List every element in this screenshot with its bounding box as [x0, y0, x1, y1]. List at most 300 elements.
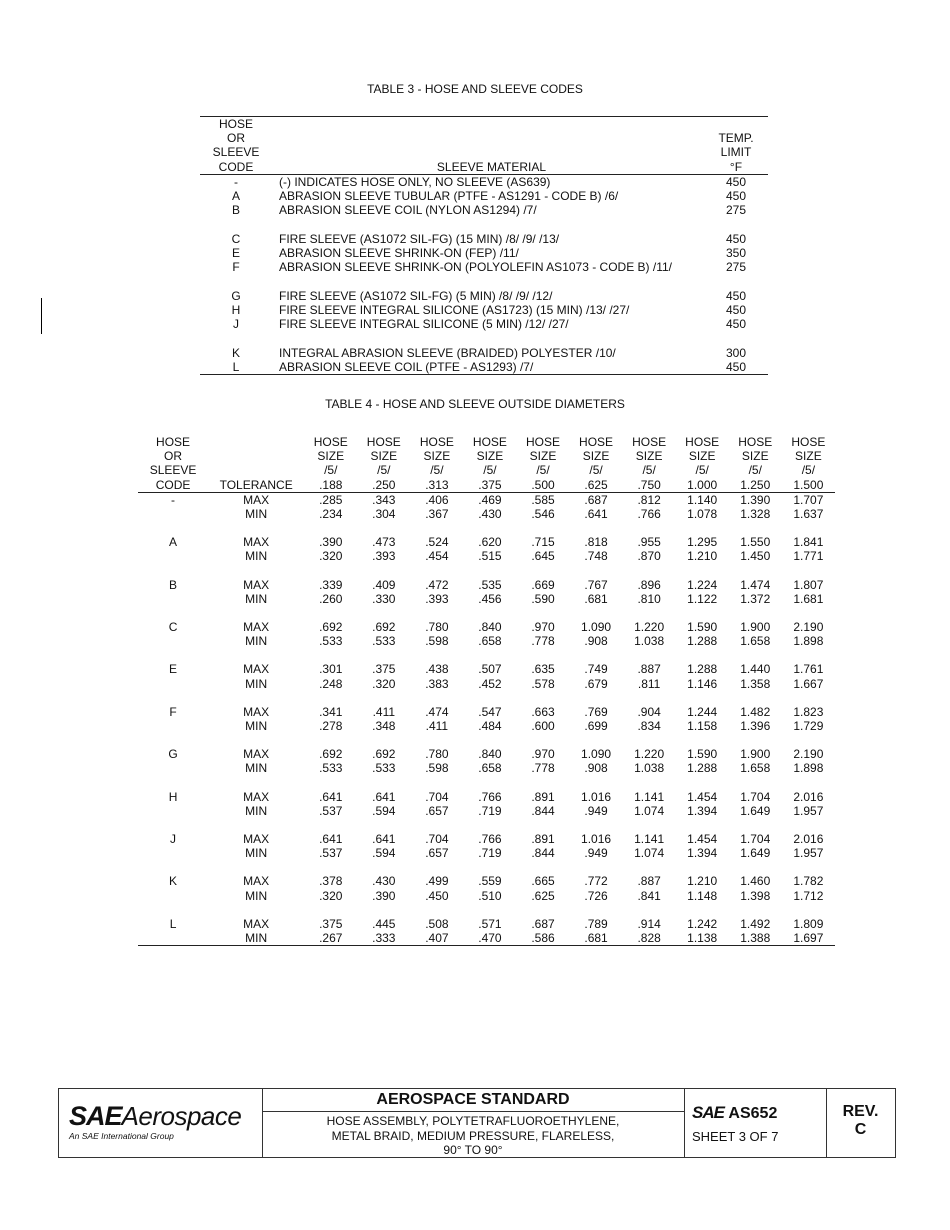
diameter-cell: .657 — [425, 803, 449, 818]
tolerance-cell: MAX — [243, 916, 270, 931]
table-row — [200, 260, 768, 274]
code-cell: - — [171, 492, 176, 507]
table-row — [138, 917, 835, 931]
table-row — [138, 804, 835, 818]
table4-tolerance-header: TOLERANCE — [219, 477, 293, 492]
table-row — [138, 634, 835, 648]
diameter-cell: 1.590 — [687, 620, 718, 635]
diameter-cell: .641 — [319, 789, 343, 804]
diameter-cell: .812 — [637, 492, 661, 507]
table-row — [200, 303, 768, 317]
temp-cell: 450 — [725, 231, 747, 246]
diameter-cell: .390 — [319, 535, 343, 550]
table-row — [200, 189, 768, 203]
diameter-cell: .450 — [425, 888, 449, 903]
tolerance-cell: MAX — [243, 874, 270, 889]
table-spacer — [200, 331, 768, 345]
code-cell — [138, 804, 208, 818]
table-spacer — [138, 776, 835, 790]
diameter-cell: .594 — [372, 803, 396, 818]
size-header: HOSE SIZE /5/ 1.000 — [685, 435, 720, 492]
temp-cell: 450 — [725, 302, 747, 317]
material-cell: ABRASION SLEEVE TUBULAR (PTFE - AS1291 - CODE B) /6/ — [279, 189, 619, 204]
table3-title: TABLE 3 - HOSE AND SLEEVE CODES — [367, 82, 583, 96]
diameter-cell: 1.295 — [687, 535, 718, 550]
table4-title: TABLE 4 - HOSE AND SLEEVE OUTSIDE DIAMETERS — [325, 397, 625, 411]
material-cell: ABRASION SLEEVE COIL (PTFE - AS1293) /7/ — [279, 359, 534, 374]
diameter-cell: .508 — [425, 916, 449, 931]
standard-description: HOSE ASSEMBLY, POLYTETRAFLUOROETHYLENE, METAL BRAID, MEDIUM PRESSURE, FLARELESS, 90° TO 90° — [326, 1114, 620, 1157]
diameter-cell: .748 — [584, 549, 608, 564]
diameter-cell: 1.398 — [740, 888, 771, 903]
material-cell: FIRE SLEEVE INTEGRAL SILICONE (5 MIN) /12/ /27/ — [279, 317, 569, 332]
diameter-cell: .524 — [425, 535, 449, 550]
diameter-cell: .692 — [319, 747, 343, 762]
table-row — [138, 535, 835, 549]
table-row — [138, 931, 835, 946]
diameter-cell: .333 — [372, 931, 396, 946]
sae-aerospace-logo: SAEAerospace — [69, 1101, 242, 1131]
table-spacer — [138, 691, 835, 705]
tolerance-cell: MAX — [243, 704, 270, 719]
code-cell: A — [231, 189, 240, 204]
diameter-cell: .343 — [372, 492, 396, 507]
table-row — [138, 592, 835, 606]
diameter-cell: 1.729 — [793, 719, 824, 734]
tolerance-cell: MIN — [245, 676, 268, 691]
diameter-cell: .955 — [637, 535, 661, 550]
tolerance-cell: MIN — [245, 507, 268, 522]
diameter-cell: .780 — [425, 747, 449, 762]
tolerance-cell: MIN — [245, 888, 268, 903]
diameter-cell: .571 — [478, 916, 502, 931]
diameter-cell: .393 — [372, 549, 396, 564]
diameter-cell: .681 — [584, 591, 608, 606]
logo-cell — [59, 1089, 263, 1157]
diameter-cell: .537 — [319, 846, 343, 861]
diameter-cell: 1.141 — [634, 832, 665, 847]
table3-body — [200, 174, 768, 374]
hose-sleeve-codes-table — [200, 116, 768, 375]
diameter-cell: 1.649 — [740, 803, 771, 818]
table-row — [200, 232, 768, 246]
diameter-cell: .267 — [319, 931, 343, 946]
tolerance-cell: MAX — [243, 535, 270, 550]
table3-temp-header: TEMP. LIMIT °F — [718, 131, 754, 174]
diameter-cell: .393 — [425, 591, 449, 606]
diameter-cell: .234 — [319, 507, 343, 522]
diameter-cell: .692 — [372, 620, 396, 635]
diameter-cell: .635 — [531, 662, 555, 677]
diameter-cell: 1.704 — [740, 832, 771, 847]
temp-cell: 350 — [725, 245, 747, 260]
table-row — [200, 317, 768, 331]
diameter-cell: .840 — [478, 747, 502, 762]
diameter-cell: 1.712 — [793, 888, 824, 903]
diameter-cell: .407 — [425, 931, 449, 946]
temp-cell: 450 — [725, 189, 747, 204]
diameter-cell: .339 — [319, 577, 343, 592]
diameter-cell: .726 — [584, 888, 608, 903]
diameter-cell: 1.038 — [634, 634, 665, 649]
diameter-cell: .704 — [425, 832, 449, 847]
diameter-cell: .749 — [584, 662, 608, 677]
tolerance-cell: MIN — [245, 761, 268, 776]
diameter-cell: 1.898 — [793, 761, 824, 776]
rev-value: C — [854, 1121, 867, 1138]
diameter-cell: .704 — [425, 789, 449, 804]
diameter-cell: 2.016 — [793, 789, 824, 804]
table3-header-row — [200, 117, 768, 175]
diameter-cell: .778 — [531, 761, 555, 776]
diameter-cell: 1.761 — [793, 662, 824, 677]
code-cell: - — [234, 174, 238, 189]
material-cell: ABRASION SLEEVE COIL (NYLON AS1294) /7/ — [279, 203, 537, 218]
code-cell — [138, 634, 208, 648]
table-spacer — [138, 648, 835, 662]
table-row — [138, 747, 835, 761]
table-row — [200, 346, 768, 360]
table-row — [138, 549, 835, 563]
code-cell: G — [168, 747, 178, 762]
diameter-cell: .473 — [372, 535, 396, 550]
table4-body — [138, 492, 835, 945]
code-cell: A — [169, 535, 178, 550]
tolerance-cell: MIN — [245, 634, 268, 649]
diameter-cell: 1.090 — [581, 747, 612, 762]
diameter-cell: .533 — [319, 761, 343, 776]
diameter-cell: .687 — [584, 492, 608, 507]
table-spacer — [138, 903, 835, 917]
code-cell — [138, 549, 208, 563]
tolerance-cell: MAX — [243, 662, 270, 677]
diameter-cell: .456 — [478, 591, 502, 606]
code-cell: E — [231, 245, 240, 260]
diameter-cell: .789 — [584, 916, 608, 931]
size-header: HOSE SIZE /5/ .750 — [632, 435, 667, 492]
diameter-cell: .590 — [531, 591, 555, 606]
standard-title: AEROSPACE STANDARD — [262, 1089, 684, 1112]
diameter-cell: .301 — [319, 662, 343, 677]
table4-code-header: HOSE OR SLEEVE CODE — [149, 435, 197, 492]
diameter-cell: 1.809 — [793, 916, 824, 931]
code-cell: J — [233, 317, 239, 332]
code-cell: C — [168, 620, 178, 635]
diameter-cell: 1.390 — [740, 492, 771, 507]
diameter-cell: 1.550 — [740, 535, 771, 550]
material-cell: FIRE SLEEVE (AS1072 SIL-FG) (5 MIN) /8/ /9/ /12/ — [279, 288, 553, 303]
diameter-cell: .811 — [637, 676, 661, 691]
diameter-cell: 1.288 — [687, 634, 718, 649]
diameter-cell: .887 — [637, 874, 661, 889]
diameter-cell: .970 — [531, 620, 555, 635]
code-cell — [138, 592, 208, 606]
diameter-cell: .367 — [425, 507, 449, 522]
diameter-cell: .547 — [478, 704, 502, 719]
temp-cell: 450 — [725, 359, 747, 374]
tolerance-cell: MAX — [243, 747, 270, 762]
tolerance-cell: MIN — [245, 846, 268, 861]
diameter-cell: .598 — [425, 761, 449, 776]
table-row — [138, 874, 835, 888]
table-row — [200, 174, 768, 189]
size-header: HOSE SIZE /5/ .500 — [525, 435, 560, 492]
diameter-cell: 1.492 — [740, 916, 771, 931]
diameter-cell: 1.957 — [793, 846, 824, 861]
diameter-cell: .469 — [478, 492, 502, 507]
diameter-cell: 1.328 — [740, 507, 771, 522]
tolerance-cell: MAX — [243, 832, 270, 847]
diameter-cell: 1.658 — [740, 634, 771, 649]
diameter-cell: 1.140 — [687, 492, 718, 507]
diameter-cell: 1.210 — [687, 874, 718, 889]
diameter-cell: .844 — [531, 803, 555, 818]
table-row — [138, 846, 835, 860]
diameter-cell: 1.242 — [687, 916, 718, 931]
table-row — [138, 492, 835, 507]
tolerance-cell: MIN — [245, 931, 268, 946]
diameter-cell: .715 — [531, 535, 555, 550]
diameter-cell: 1.782 — [793, 874, 824, 889]
table-spacer — [138, 818, 835, 832]
table-row — [138, 620, 835, 634]
diameter-cell: .641 — [372, 789, 396, 804]
diameter-cell: .844 — [531, 846, 555, 861]
code-cell — [138, 719, 208, 733]
diameter-cell: 1.823 — [793, 704, 824, 719]
document-number: SAE AS652 — [692, 1103, 778, 1122]
diameter-cell: .870 — [637, 549, 661, 564]
diameter-cell: .348 — [372, 719, 396, 734]
diameter-cell: .411 — [372, 704, 396, 719]
code-cell: H — [231, 302, 241, 317]
sheet-number: SHEET 3 OF 7 — [692, 1129, 779, 1144]
code-cell — [138, 507, 208, 521]
diameter-cell: .600 — [531, 719, 555, 734]
document-number-cell — [684, 1089, 827, 1157]
diameter-cell: 1.454 — [687, 789, 718, 804]
code-cell — [138, 761, 208, 775]
diameter-cell: 1.658 — [740, 761, 771, 776]
tolerance-cell: MIN — [245, 719, 268, 734]
diameter-cell: 1.704 — [740, 789, 771, 804]
diameter-cell: .914 — [637, 916, 661, 931]
sae-mark-icon: SAE — [692, 1103, 724, 1122]
material-cell: ABRASION SLEEVE SHRINK-ON (FEP) /11/ — [279, 245, 519, 260]
diameter-cell: .641 — [584, 507, 608, 522]
diameter-cell: .692 — [319, 620, 343, 635]
diameter-cell: .320 — [319, 549, 343, 564]
tolerance-cell: MAX — [243, 620, 270, 635]
size-header: HOSE SIZE /5/ .188 — [313, 435, 348, 492]
diameter-cell: .891 — [531, 832, 555, 847]
diameter-cell: .719 — [478, 846, 502, 861]
diameter-cell: .430 — [478, 507, 502, 522]
tolerance-cell: MIN — [245, 803, 268, 818]
diameter-cell: 1.460 — [740, 874, 771, 889]
diameter-cell: 1.388 — [740, 931, 771, 946]
diameter-cell: .285 — [319, 492, 343, 507]
table-row — [138, 662, 835, 676]
diameter-cell: 1.288 — [687, 662, 718, 677]
code-cell: B — [169, 577, 178, 592]
diameter-cell: .409 — [372, 577, 396, 592]
code-cell: F — [232, 260, 240, 275]
diameter-cell: 1.667 — [793, 676, 824, 691]
diameter-cell: 1.807 — [793, 577, 824, 592]
diameter-cell: 1.074 — [634, 846, 665, 861]
diameter-cell: .559 — [478, 874, 502, 889]
diameter-cell: .766 — [478, 832, 502, 847]
diameter-cell: 1.898 — [793, 634, 824, 649]
material-cell: INTEGRAL ABRASION SLEEVE (BRAIDED) POLYESTER /10/ — [279, 345, 616, 360]
diameter-cell: .908 — [584, 761, 608, 776]
diameter-cell: 1.482 — [740, 704, 771, 719]
diameter-cell: .515 — [478, 549, 502, 564]
table-row — [200, 246, 768, 260]
diameter-cell: .585 — [531, 492, 555, 507]
diameter-cell: .904 — [637, 704, 661, 719]
table-row — [138, 677, 835, 691]
code-cell: L — [232, 359, 240, 374]
diameter-cell: .641 — [319, 832, 343, 847]
code-cell: J — [170, 832, 177, 847]
table-spacer — [138, 733, 835, 747]
diameter-cell: 1.122 — [687, 591, 718, 606]
diameter-cell: 1.454 — [687, 832, 718, 847]
size-header: HOSE SIZE /5/ .313 — [419, 435, 454, 492]
diameter-cell: .778 — [531, 634, 555, 649]
diameter-cell: .665 — [531, 874, 555, 889]
table-row — [138, 832, 835, 846]
table-spacer — [138, 564, 835, 578]
diameter-cell: .687 — [531, 916, 555, 931]
hose-sleeve-diameters-table — [138, 435, 835, 946]
diameter-cell: .810 — [637, 591, 661, 606]
diameter-cell: .304 — [372, 507, 396, 522]
code-cell: B — [231, 203, 240, 218]
temp-cell: 450 — [725, 317, 747, 332]
diameter-cell: 1.396 — [740, 719, 771, 734]
diameter-cell: 2.016 — [793, 832, 824, 847]
diameter-cell: .390 — [372, 888, 396, 903]
diameter-cell: .383 — [425, 676, 449, 691]
diameter-cell: 1.016 — [581, 789, 612, 804]
table-row — [138, 719, 835, 733]
diameter-cell: .780 — [425, 620, 449, 635]
diameter-cell: 1.637 — [793, 507, 824, 522]
diameter-cell: .533 — [372, 634, 396, 649]
diameter-cell: 1.440 — [740, 662, 771, 677]
diameter-cell: .767 — [584, 577, 608, 592]
table-spacer — [138, 606, 835, 620]
diameter-cell: .533 — [319, 634, 343, 649]
diameter-cell: .620 — [478, 535, 502, 550]
table3-material-header: SLEEVE MATERIAL — [436, 159, 547, 174]
diameter-cell: 1.220 — [634, 620, 665, 635]
diameter-cell: .657 — [425, 846, 449, 861]
diameter-cell: .484 — [478, 719, 502, 734]
diameter-cell: .510 — [478, 888, 502, 903]
diameter-cell: .772 — [584, 874, 608, 889]
diameter-cell: 1.220 — [634, 747, 665, 762]
diameter-cell: .438 — [425, 662, 449, 677]
code-cell: C — [231, 231, 241, 246]
diameter-cell: .658 — [478, 634, 502, 649]
diameter-cell: 1.394 — [687, 846, 718, 861]
diameter-cell: 1.841 — [793, 535, 824, 550]
table-row — [138, 889, 835, 903]
diameter-cell: 1.450 — [740, 549, 771, 564]
code-cell — [138, 889, 208, 903]
diameter-cell: .970 — [531, 747, 555, 762]
diameter-cell: 1.038 — [634, 761, 665, 776]
code-cell: K — [231, 345, 240, 360]
diameter-cell: 2.190 — [793, 620, 824, 635]
diameter-cell: .320 — [319, 888, 343, 903]
diameter-cell: 1.158 — [687, 719, 718, 734]
diameter-cell: .470 — [478, 931, 502, 946]
size-header: HOSE SIZE /5/ .625 — [579, 435, 614, 492]
diameter-cell: .908 — [584, 634, 608, 649]
logo-tagline: An SAE International Group — [69, 1131, 174, 1141]
revision-cell — [826, 1089, 895, 1157]
code-cell: K — [169, 874, 178, 889]
diameter-cell: .949 — [584, 846, 608, 861]
diameter-cell: 1.074 — [634, 803, 665, 818]
diameter-cell: .278 — [319, 719, 343, 734]
diameter-cell: .641 — [372, 832, 396, 847]
diameter-cell: .891 — [531, 789, 555, 804]
size-header: HOSE SIZE /5/ 1.500 — [791, 435, 826, 492]
tolerance-cell: MAX — [243, 492, 270, 507]
diameter-cell: .681 — [584, 931, 608, 946]
diameter-cell: .375 — [372, 662, 396, 677]
diameter-cell: .896 — [637, 577, 661, 592]
diameter-cell: .818 — [584, 535, 608, 550]
table-row — [138, 507, 835, 521]
code-cell: L — [169, 916, 177, 931]
diameter-cell: .887 — [637, 662, 661, 677]
diameter-cell: .834 — [637, 719, 661, 734]
diameter-cell: .669 — [531, 577, 555, 592]
diameter-cell: 1.649 — [740, 846, 771, 861]
diameter-cell: .260 — [319, 591, 343, 606]
diameter-cell: .535 — [478, 577, 502, 592]
diameter-cell: .330 — [372, 591, 396, 606]
material-cell: FIRE SLEEVE INTEGRAL SILICONE (AS1723) (15 MIN) /13/ /27/ — [279, 302, 630, 317]
tolerance-cell: MIN — [245, 549, 268, 564]
diameter-cell: 1.090 — [581, 620, 612, 635]
diameter-cell: 1.358 — [740, 676, 771, 691]
diameter-cell: .341 — [319, 704, 343, 719]
diameter-cell: 1.078 — [687, 507, 718, 522]
diameter-cell: 1.900 — [740, 747, 771, 762]
diameter-cell: 1.146 — [687, 676, 718, 691]
table-spacer — [200, 274, 768, 288]
diameter-cell: .546 — [531, 507, 555, 522]
diameter-cell: .699 — [584, 719, 608, 734]
table-spacer — [138, 860, 835, 874]
size-header: HOSE SIZE /5/ .250 — [366, 435, 401, 492]
diameter-cell: .586 — [531, 931, 555, 946]
diameter-cell: .430 — [372, 874, 396, 889]
table-row — [200, 360, 768, 375]
temp-cell: 450 — [725, 174, 747, 189]
standard-cell — [262, 1089, 685, 1157]
temp-cell: 300 — [725, 345, 747, 360]
diameter-cell: 1.707 — [793, 492, 824, 507]
